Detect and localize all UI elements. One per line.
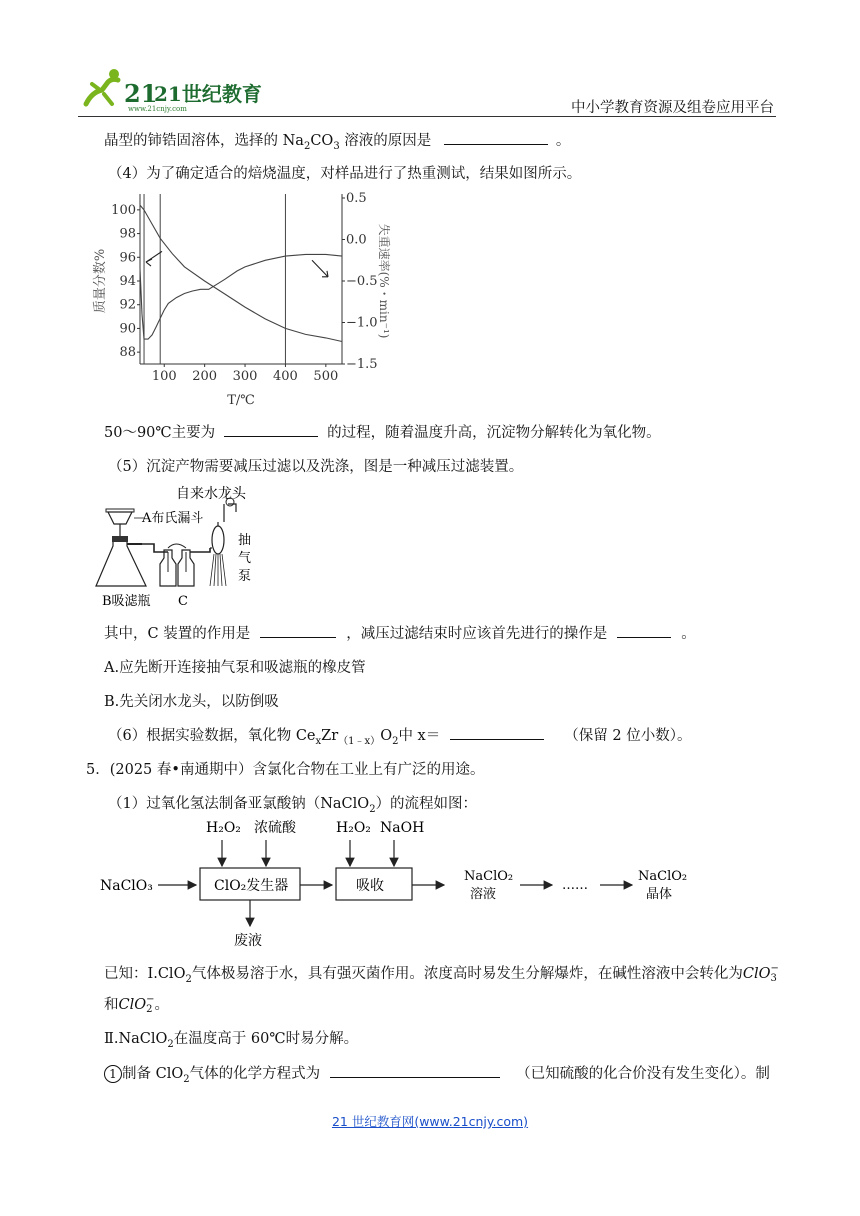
weight-loss-rate-line — [140, 254, 342, 339]
option-b: B.先关闭水龙头，以防倒吸 — [104, 694, 279, 710]
answer-blank[interactable] — [224, 422, 318, 437]
y-left-axis-label: 质量分数% — [93, 248, 108, 314]
question-5-1: （1）过氧化氢法制备亚氯酸钠（NaClO$_2$）的流程如图： — [108, 796, 478, 815]
y-right-tick-label: −1.5 — [346, 357, 378, 372]
logo-subtext: www.21cnjy.com — [128, 105, 187, 113]
answer-blank[interactable] — [260, 623, 336, 638]
flow-h2o2-a: H₂O₂ — [206, 820, 241, 836]
x-axis-label: T/℃ — [227, 393, 255, 408]
answer-blank[interactable] — [617, 623, 671, 638]
label-pump-3: 泵 — [238, 569, 252, 584]
aspirator-pump — [212, 526, 224, 554]
x-tick-label: 100 — [151, 369, 177, 384]
flow-solution-bottom: 溶液 — [470, 887, 497, 902]
question-5-filter: （5）沉淀产物需要减压过滤以及洗涤，图是一种减压过滤装置。 — [108, 459, 524, 475]
label-funnel-a: A布氏漏斗 — [142, 511, 204, 526]
question-c1: 1 制备 ClO$_2$气体的化学方程式为 （已知硫酸的化合价没有发生变化）。制 — [104, 1062, 770, 1085]
y-left-tick-label: 94 — [119, 274, 136, 289]
flow-h2so4: 浓硫酸 — [254, 820, 296, 836]
label-bottle-c: C — [178, 594, 188, 609]
vacuum-filtration-apparatus — [96, 482, 266, 608]
y-right-tick-label: 0.0 — [346, 232, 367, 248]
flow-waste: 废液 — [234, 933, 262, 949]
question-4: （4）为了确定适合的焙烧温度，对样品进行了热重测试，结果如图所示。 — [108, 166, 582, 182]
header-platform-text: 中小学教育资源及组卷应用平台 — [571, 100, 774, 116]
label-pump-2: 气 — [238, 551, 252, 566]
known-2: Ⅱ.NaClO$_2$在温度高于 60℃时易分解。 — [104, 1031, 359, 1050]
answer-blank[interactable] — [330, 1063, 500, 1078]
paragraph-device-c: 其中，C 装置的作用是 ，减压过滤结束时应该首先进行的操作是 。 — [104, 622, 696, 643]
x-tick-label: 400 — [273, 369, 298, 384]
flow-dots: …… — [562, 878, 588, 893]
flow-naoh: NaOH — [380, 820, 425, 836]
y-right-tick-label: −1.0 — [346, 315, 378, 331]
flow-crystal-top: NaClO₂ — [638, 869, 688, 884]
suction-flask-b — [96, 538, 146, 586]
y-left-tick-label: 92 — [119, 297, 136, 313]
y-left-tick-label: 96 — [119, 250, 136, 266]
question-6: （6）根据实验数据，氧化物 $Ce_xZr_{(1﹣x)}O_2$中 x＝ （保留 2 位小数）。 — [108, 724, 691, 747]
y-right-axis-label: 失重速率(%・min⁻¹) — [377, 223, 391, 339]
flow-naclo3: NaClO₃ — [100, 878, 153, 894]
option-a: A.应先断开连接抽气泵和吸滤瓶的橡皮管 — [104, 660, 366, 676]
answer-blank[interactable] — [450, 725, 544, 740]
logo-text: 21世纪教育 — [154, 82, 262, 106]
flow-solution-top: NaClO₂ — [464, 869, 514, 884]
circled-number: 1 — [104, 1065, 122, 1083]
thermogravimetric-chart — [93, 188, 391, 410]
buchner-funnel — [108, 512, 132, 524]
known-1-continued: 和ClO − 2 。 — [104, 994, 170, 1015]
logo — [78, 64, 262, 114]
mass-fraction-line — [140, 205, 342, 341]
known-1: 已知：Ⅰ.ClO$_2$气体极易溶于水，具有强灭菌作用。浓度高时易发生分解爆炸，在碱性溶液中会转化为ClO − 3 — [104, 963, 779, 985]
paragraph-50-90: 50～90℃主要为 的过程，随着温度升高，沉淀物分解转化为氧化物。 — [104, 421, 661, 442]
flow-generator: ClO₂发生器 — [214, 878, 289, 894]
y-left-tick-label: 88 — [119, 345, 136, 361]
paragraph-na2co3: 晶型的铈锆固溶体，选择的 $Na_2CO_3$ 溶液的原因是 。 — [104, 129, 570, 152]
header-divider — [78, 116, 776, 117]
x-tick-label: 200 — [192, 369, 218, 384]
naclo2-flow-diagram — [96, 814, 706, 950]
y-left-tick-label: 100 — [111, 202, 136, 218]
y-right-tick-label: 0.5 — [346, 191, 367, 206]
x-tick-label: 300 — [232, 369, 258, 384]
label-tap: 自来水龙头 — [176, 486, 246, 502]
label-pump-1: 抽 — [238, 533, 252, 548]
flow-absorb: 吸收 — [356, 878, 384, 894]
y-left-tick-label: 90 — [119, 321, 136, 337]
label-flask-b: B吸滤瓶 — [102, 594, 151, 609]
svg-text:21: 21 — [124, 79, 158, 108]
y-right-tick-label: −0.5 — [346, 274, 378, 289]
flow-crystal-bottom: 晶体 — [646, 887, 673, 902]
footer-link[interactable]: 21 世纪教育网(www.21cnjy.com) — [331, 1114, 529, 1129]
answer-blank[interactable] — [444, 130, 548, 145]
y-left-tick-label: 98 — [119, 226, 136, 242]
right-axis-arrow — [312, 260, 328, 277]
flow-h2o2-b: H₂O₂ — [336, 820, 371, 836]
x-tick-label: 500 — [313, 369, 339, 384]
left-axis-arrowhead — [146, 259, 152, 266]
question-5-main: 5．(2025 春•南通期中）含氯化合物在工业上有广泛的用途。 — [86, 762, 485, 778]
